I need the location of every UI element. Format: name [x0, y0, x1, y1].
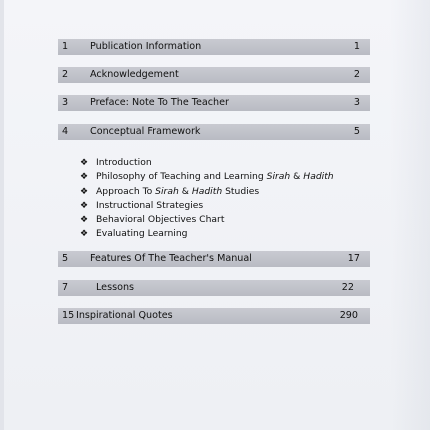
toc-row-title: Inspirational Quotes — [76, 310, 173, 321]
subsection-label: Instructional Strategies — [96, 199, 204, 211]
toc-row-title: Publication Information — [90, 41, 202, 52]
toc-row-inspirational-quotes — [58, 308, 370, 324]
subsection-label: Behavioral Objectives Chart — [96, 214, 225, 226]
toc-row-page: 3 — [353, 97, 360, 108]
toc-row-title: Acknowledgement — [90, 69, 179, 80]
diamond-bullet-icon: ❖ — [80, 158, 89, 168]
toc-row-number: 5 — [62, 253, 69, 264]
toc-row-page: 290 — [339, 310, 358, 321]
toc-row-page: 1 — [353, 41, 360, 52]
diamond-bullet-icon: ❖ — [80, 172, 89, 183]
diamond-bullet-icon: ❖ — [80, 200, 89, 211]
toc-row-number: 7 — [62, 282, 69, 293]
diamond-bullet-icon: ❖ — [80, 229, 89, 240]
toc-row-title: Features Of The Teacher's Manual — [90, 253, 252, 264]
toc-row-number: 2 — [62, 69, 69, 80]
subsection-label: Approach To Sirah & Hadith Studies — [96, 185, 260, 197]
toc-row-title: Preface: Note To The Teacher — [90, 97, 229, 108]
subsection-label: Introduction — [96, 157, 152, 168]
toc-row-title: Lessons — [96, 282, 135, 293]
diamond-bullet-icon: ❖ — [80, 215, 89, 226]
subsection-label: Evaluating Learning — [96, 228, 188, 240]
toc-row-features — [58, 251, 370, 267]
toc-row-number: 15 — [62, 310, 75, 321]
toc-row-preface — [58, 95, 370, 111]
toc-row-page: 17 — [347, 253, 360, 264]
page-shadow — [390, 0, 430, 430]
toc-row-conceptual-framework — [58, 124, 370, 140]
toc-row-page: 22 — [341, 282, 354, 293]
toc-row-lessons — [58, 280, 370, 296]
toc-row-page: 2 — [353, 69, 360, 80]
toc-row-number: 3 — [62, 97, 69, 108]
page-edge — [0, 0, 4, 430]
toc-row-number: 1 — [62, 41, 69, 52]
toc-row-number: 4 — [62, 126, 69, 137]
toc-row-title: Conceptual Framework — [90, 126, 201, 137]
toc-row-publication-information — [58, 39, 370, 55]
toc-row-acknowledgement — [58, 67, 370, 83]
toc-row-page: 5 — [353, 126, 360, 137]
subsection-label: Philosophy of Teaching and Learning Sirah & Hadith — [96, 171, 334, 183]
diamond-bullet-icon: ❖ — [80, 186, 89, 197]
